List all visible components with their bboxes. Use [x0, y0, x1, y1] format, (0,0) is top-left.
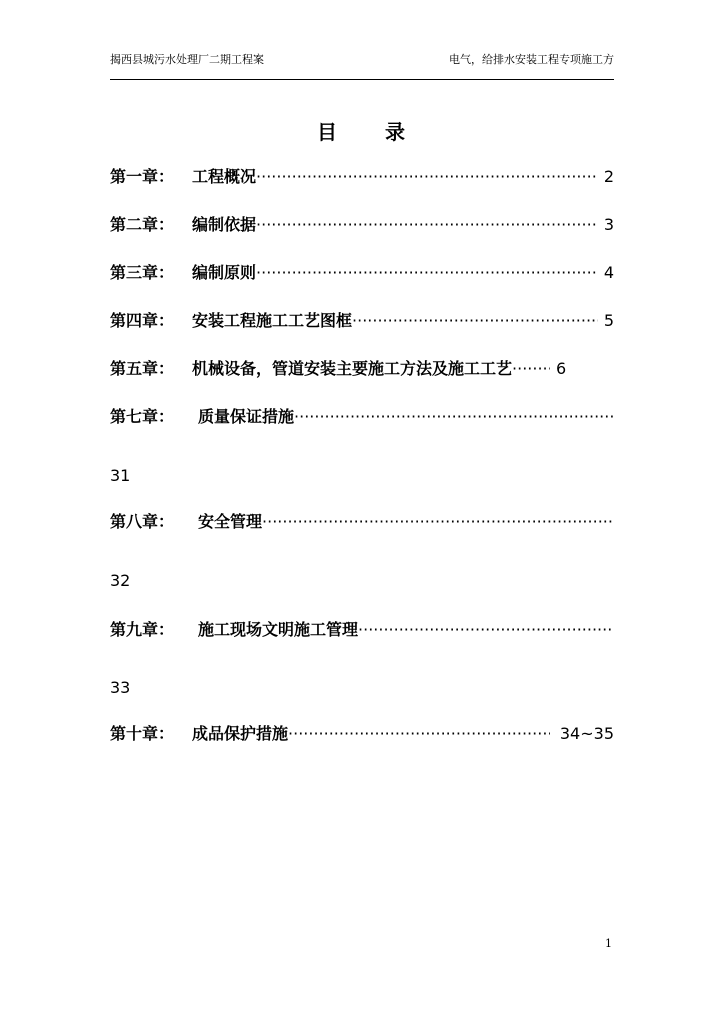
toc-entry-10[interactable]: [110, 723, 614, 745]
toc-leader: [256, 262, 598, 284]
toc-leader: [512, 358, 550, 380]
toc-topic: 编制依据: [192, 215, 257, 234]
toc-topic: 安全管理: [198, 512, 263, 531]
toc-page: 3: [603, 215, 614, 234]
toc-chapter: 第十章：: [110, 724, 175, 743]
toc-page-wrapped: 32: [110, 571, 131, 590]
toc-topic: 机械设备，管道安装主要施工方法及施工工艺: [192, 359, 513, 378]
toc-chapter: 第八章：: [110, 512, 175, 531]
toc-entry-5[interactable]: [110, 358, 614, 380]
toc-page: 4: [603, 263, 614, 282]
toc-page: 6: [556, 359, 567, 378]
toc-entry-9[interactable]: [110, 619, 614, 641]
toc-chapter: 第一章：: [110, 167, 175, 186]
toc-page: 2: [603, 167, 614, 186]
header-left-text: 揭西县城污水处理厂二期工程案: [110, 53, 264, 66]
toc-chapter: 第三章：: [110, 263, 175, 282]
page-title: [0, 116, 724, 145]
title-char-2: 录: [385, 120, 407, 144]
toc-leader: [262, 511, 614, 533]
toc-topic: 编制原则: [192, 263, 257, 282]
toc-chapter: 第九章：: [110, 620, 175, 639]
toc-entry-2[interactable]: [110, 214, 614, 236]
toc-entry-8[interactable]: [110, 511, 614, 533]
toc-topic: 工程概况: [192, 167, 257, 186]
toc-chapter: 第五章：: [110, 359, 175, 378]
toc-entry-7[interactable]: [110, 406, 614, 428]
toc-page: 5: [603, 311, 614, 330]
toc-topic: 安装工程施工工艺图框: [192, 311, 353, 330]
title-char-1: 目: [317, 120, 339, 144]
toc-chapter: 第二章：: [110, 215, 175, 234]
toc-topic: 质量保证措施: [198, 407, 295, 426]
toc-chapter: 第四章：: [110, 311, 175, 330]
toc-leader: [294, 406, 614, 428]
toc-leader: [352, 310, 598, 332]
toc-leader: [358, 619, 614, 641]
toc-leader: [256, 214, 598, 236]
toc-leader: [288, 723, 550, 745]
toc-entry-4[interactable]: [110, 310, 614, 332]
toc-page: 34~35: [559, 724, 614, 743]
header-divider: [110, 79, 614, 80]
toc-topic: 施工现场文明施工管理: [198, 620, 359, 639]
toc-topic: 成品保护措施: [192, 724, 289, 743]
footer-page-number: 1: [605, 937, 612, 950]
toc-leader: [256, 166, 598, 188]
toc-entry-3[interactable]: [110, 262, 614, 284]
toc-chapter: 第七章：: [110, 407, 175, 426]
toc-page-wrapped: 31: [110, 466, 131, 485]
header-right-text: 电气，给排水安装工程专项施工方: [449, 53, 614, 66]
toc-page-wrapped: 33: [110, 678, 131, 697]
toc-entry-1[interactable]: [110, 166, 614, 188]
